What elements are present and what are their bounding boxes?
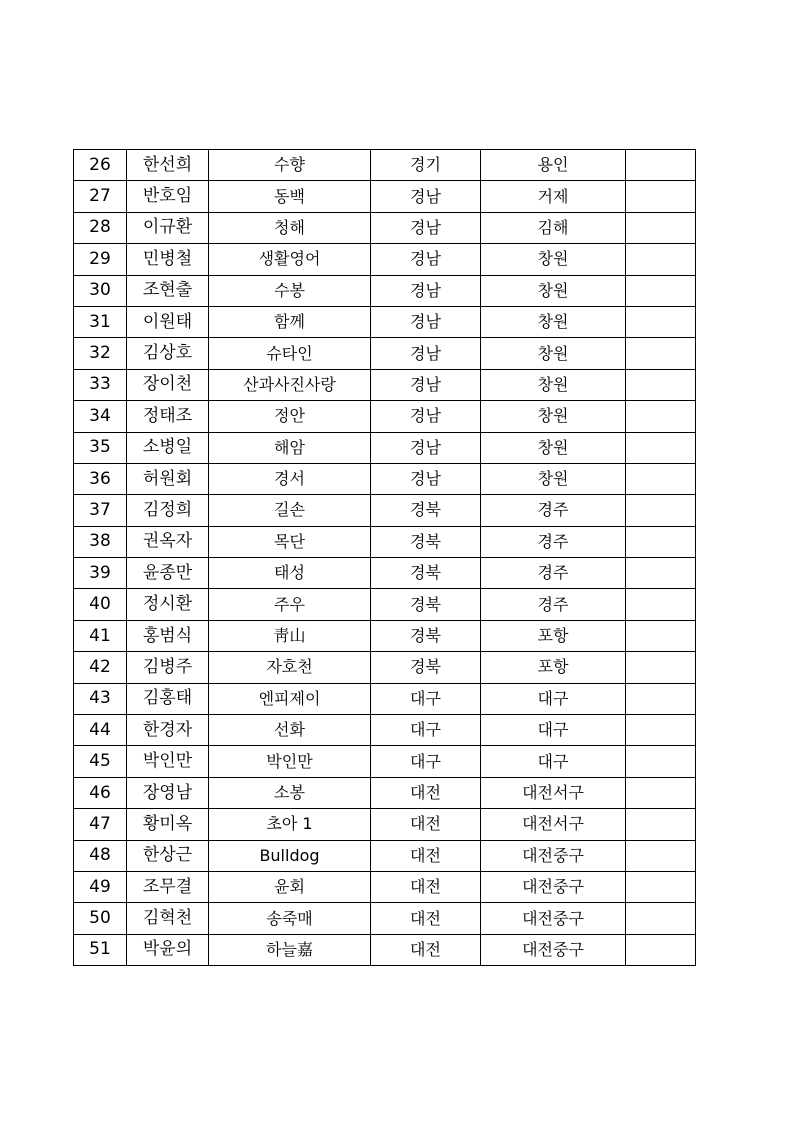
member-name-cell: 조무결 xyxy=(127,871,209,902)
member-city-cell: 대전서구 xyxy=(481,809,626,840)
member-name-cell: 이원태 xyxy=(127,306,209,337)
member-name-cell: 김상호 xyxy=(127,338,209,369)
member-name-cell: 한경자 xyxy=(127,715,209,746)
member-note-cell xyxy=(626,244,696,275)
member-note-cell xyxy=(626,903,696,934)
row-number-cell: 43 xyxy=(74,683,127,714)
member-region-cell: 대구 xyxy=(371,746,481,777)
table-row xyxy=(74,903,696,934)
table-row xyxy=(74,338,696,369)
member-note-cell xyxy=(626,777,696,808)
row-number-cell: 27 xyxy=(74,181,127,212)
row-number-cell: 28 xyxy=(74,212,127,243)
row-number-cell: 42 xyxy=(74,652,127,683)
table-row xyxy=(74,401,696,432)
table-row xyxy=(74,526,696,557)
member-nickname-cell: 동백 xyxy=(209,181,371,212)
row-number-cell: 40 xyxy=(74,589,127,620)
member-region-cell: 대구 xyxy=(371,715,481,746)
member-name-cell: 박인만 xyxy=(127,746,209,777)
row-number-cell: 46 xyxy=(74,777,127,808)
member-region-cell: 경남 xyxy=(371,338,481,369)
member-city-cell: 용인 xyxy=(481,150,626,181)
member-city-cell: 대전중구 xyxy=(481,934,626,965)
member-name-cell: 허원회 xyxy=(127,463,209,494)
member-name-cell: 김혁천 xyxy=(127,903,209,934)
row-number-cell: 32 xyxy=(74,338,127,369)
member-nickname-cell: 길손 xyxy=(209,495,371,526)
member-note-cell xyxy=(626,212,696,243)
member-city-cell: 대구 xyxy=(481,746,626,777)
member-nickname-cell: 초아 1 xyxy=(209,809,371,840)
member-nickname-cell: Bulldog xyxy=(209,840,371,871)
row-number-cell: 29 xyxy=(74,244,127,275)
member-note-cell xyxy=(626,401,696,432)
row-number-cell: 44 xyxy=(74,715,127,746)
row-number-cell: 26 xyxy=(74,150,127,181)
member-name-cell: 장영남 xyxy=(127,777,209,808)
member-region-cell: 대전 xyxy=(371,777,481,808)
row-number-cell: 41 xyxy=(74,620,127,651)
row-number-cell: 45 xyxy=(74,746,127,777)
member-region-cell: 대전 xyxy=(371,840,481,871)
table-row xyxy=(74,715,696,746)
table-row xyxy=(74,150,696,181)
member-region-cell: 경북 xyxy=(371,558,481,589)
table-row xyxy=(74,589,696,620)
member-note-cell xyxy=(626,526,696,557)
row-number-cell: 34 xyxy=(74,401,127,432)
member-nickname-cell: 산과사진사랑 xyxy=(209,369,371,400)
member-note-cell xyxy=(626,495,696,526)
member-name-cell: 한선희 xyxy=(127,150,209,181)
member-city-cell: 창원 xyxy=(481,306,626,337)
member-nickname-cell: 청해 xyxy=(209,212,371,243)
member-name-cell: 정시환 xyxy=(127,589,209,620)
member-city-cell: 대구 xyxy=(481,683,626,714)
member-note-cell xyxy=(626,809,696,840)
member-city-cell: 경주 xyxy=(481,589,626,620)
member-name-cell: 장이천 xyxy=(127,369,209,400)
row-number-cell: 50 xyxy=(74,903,127,934)
member-region-cell: 경북 xyxy=(371,620,481,651)
table-row xyxy=(74,620,696,651)
member-nickname-cell: 주우 xyxy=(209,589,371,620)
member-city-cell: 창원 xyxy=(481,401,626,432)
member-nickname-cell: 자호천 xyxy=(209,652,371,683)
member-city-cell: 창원 xyxy=(481,244,626,275)
member-region-cell: 경북 xyxy=(371,589,481,620)
table-row xyxy=(74,683,696,714)
member-city-cell: 대전중구 xyxy=(481,871,626,902)
member-note-cell xyxy=(626,840,696,871)
member-name-cell: 권옥자 xyxy=(127,526,209,557)
table-row xyxy=(74,369,696,400)
member-note-cell xyxy=(626,620,696,651)
member-name-cell: 조현출 xyxy=(127,275,209,306)
member-name-cell: 이규환 xyxy=(127,212,209,243)
member-region-cell: 경남 xyxy=(371,463,481,494)
row-number-cell: 39 xyxy=(74,558,127,589)
table-row xyxy=(74,463,696,494)
member-city-cell: 창원 xyxy=(481,338,626,369)
member-region-cell: 경남 xyxy=(371,181,481,212)
member-region-cell: 경남 xyxy=(371,212,481,243)
table-row xyxy=(74,306,696,337)
member-city-cell: 대전서구 xyxy=(481,777,626,808)
member-name-cell: 황미옥 xyxy=(127,809,209,840)
table-row xyxy=(74,777,696,808)
member-name-cell: 김병주 xyxy=(127,652,209,683)
member-nickname-cell: 엔피제이 xyxy=(209,683,371,714)
member-nickname-cell: 靑山 xyxy=(209,620,371,651)
table-row xyxy=(74,181,696,212)
member-note-cell xyxy=(626,934,696,965)
member-city-cell: 포항 xyxy=(481,652,626,683)
member-note-cell xyxy=(626,150,696,181)
member-city-cell: 김해 xyxy=(481,212,626,243)
member-name-cell: 소병일 xyxy=(127,432,209,463)
member-city-cell: 포항 xyxy=(481,620,626,651)
member-note-cell xyxy=(626,432,696,463)
member-note-cell xyxy=(626,558,696,589)
table-row xyxy=(74,558,696,589)
member-region-cell: 대전 xyxy=(371,903,481,934)
row-number-cell: 33 xyxy=(74,369,127,400)
member-nickname-cell: 태성 xyxy=(209,558,371,589)
table-row xyxy=(74,809,696,840)
member-city-cell: 대전중구 xyxy=(481,903,626,934)
row-number-cell: 36 xyxy=(74,463,127,494)
member-nickname-cell: 수향 xyxy=(209,150,371,181)
member-nickname-cell: 슈타인 xyxy=(209,338,371,369)
member-region-cell: 경남 xyxy=(371,432,481,463)
table-row xyxy=(74,244,696,275)
table-row xyxy=(74,212,696,243)
member-name-cell: 홍범식 xyxy=(127,620,209,651)
member-nickname-cell: 경서 xyxy=(209,463,371,494)
row-number-cell: 37 xyxy=(74,495,127,526)
member-region-cell: 경남 xyxy=(371,306,481,337)
member-city-cell: 창원 xyxy=(481,432,626,463)
row-number-cell: 49 xyxy=(74,871,127,902)
member-city-cell: 경주 xyxy=(481,558,626,589)
member-name-cell: 윤종만 xyxy=(127,558,209,589)
member-city-cell: 창원 xyxy=(481,275,626,306)
member-city-cell: 경주 xyxy=(481,495,626,526)
member-note-cell xyxy=(626,463,696,494)
roster-table xyxy=(73,149,696,966)
table-row xyxy=(74,934,696,965)
table-row xyxy=(74,495,696,526)
member-note-cell xyxy=(626,306,696,337)
member-note-cell xyxy=(626,652,696,683)
member-nickname-cell: 생활영어 xyxy=(209,244,371,275)
table-row xyxy=(74,275,696,306)
member-nickname-cell: 수봉 xyxy=(209,275,371,306)
member-region-cell: 경북 xyxy=(371,652,481,683)
member-region-cell: 경남 xyxy=(371,369,481,400)
table-row xyxy=(74,871,696,902)
member-note-cell xyxy=(626,683,696,714)
member-region-cell: 대전 xyxy=(371,871,481,902)
member-region-cell: 대구 xyxy=(371,683,481,714)
member-nickname-cell: 박인만 xyxy=(209,746,371,777)
table-row xyxy=(74,652,696,683)
table-row xyxy=(74,432,696,463)
member-nickname-cell: 하늘嘉 xyxy=(209,934,371,965)
row-number-cell: 31 xyxy=(74,306,127,337)
member-region-cell: 대전 xyxy=(371,934,481,965)
member-nickname-cell: 정안 xyxy=(209,401,371,432)
member-nickname-cell: 해암 xyxy=(209,432,371,463)
member-nickname-cell: 선화 xyxy=(209,715,371,746)
member-note-cell xyxy=(626,589,696,620)
row-number-cell: 47 xyxy=(74,809,127,840)
member-city-cell: 창원 xyxy=(481,463,626,494)
member-region-cell: 대전 xyxy=(371,809,481,840)
member-nickname-cell: 윤회 xyxy=(209,871,371,902)
member-name-cell: 박윤의 xyxy=(127,934,209,965)
member-note-cell xyxy=(626,369,696,400)
member-nickname-cell: 송죽매 xyxy=(209,903,371,934)
member-city-cell: 창원 xyxy=(481,369,626,400)
table-row xyxy=(74,840,696,871)
member-region-cell: 경남 xyxy=(371,244,481,275)
member-note-cell xyxy=(626,871,696,902)
row-number-cell: 38 xyxy=(74,526,127,557)
member-region-cell: 경북 xyxy=(371,495,481,526)
member-region-cell: 경기 xyxy=(371,150,481,181)
member-note-cell xyxy=(626,715,696,746)
roster-table-body xyxy=(74,150,696,966)
member-city-cell: 대구 xyxy=(481,715,626,746)
member-name-cell: 한상근 xyxy=(127,840,209,871)
member-name-cell: 정태조 xyxy=(127,401,209,432)
row-number-cell: 51 xyxy=(74,934,127,965)
member-region-cell: 경북 xyxy=(371,526,481,557)
member-name-cell: 반호임 xyxy=(127,181,209,212)
row-number-cell: 35 xyxy=(74,432,127,463)
member-nickname-cell: 소봉 xyxy=(209,777,371,808)
member-nickname-cell: 함께 xyxy=(209,306,371,337)
member-city-cell: 경주 xyxy=(481,526,626,557)
member-note-cell xyxy=(626,275,696,306)
member-region-cell: 경남 xyxy=(371,401,481,432)
member-city-cell: 거제 xyxy=(481,181,626,212)
table-row xyxy=(74,746,696,777)
member-nickname-cell: 목단 xyxy=(209,526,371,557)
member-region-cell: 경남 xyxy=(371,275,481,306)
member-note-cell xyxy=(626,181,696,212)
member-name-cell: 김홍태 xyxy=(127,683,209,714)
member-note-cell xyxy=(626,338,696,369)
row-number-cell: 30 xyxy=(74,275,127,306)
row-number-cell: 48 xyxy=(74,840,127,871)
member-city-cell: 대전중구 xyxy=(481,840,626,871)
member-note-cell xyxy=(626,746,696,777)
member-name-cell: 민병철 xyxy=(127,244,209,275)
member-name-cell: 김정희 xyxy=(127,495,209,526)
